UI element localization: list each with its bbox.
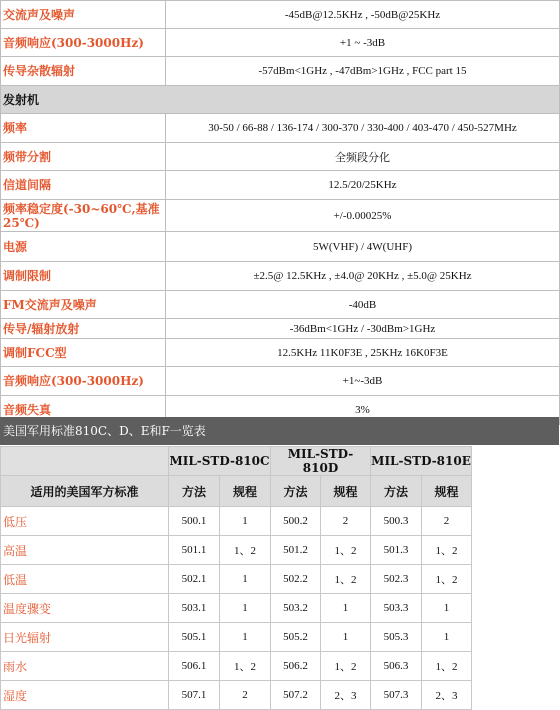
spec-label: 调制限制 (1, 262, 166, 291)
mil-std-section-title: 美国军用标准810C、D、E和F一览表 (0, 417, 559, 445)
procedure-header: 规程 (220, 476, 271, 507)
procedure-810d: 2 (321, 507, 371, 536)
spec-value: 12.5KHz 11K0F3E , 25KHz 16K0F3E (166, 339, 560, 367)
procedure-810e: 2 (422, 507, 472, 536)
spec-label: 频带分割 (1, 143, 166, 171)
procedure-header: 规程 (422, 476, 472, 507)
spec-row (1, 171, 560, 200)
spec-label: FM交流声及噪声 (1, 291, 166, 319)
table-row (1, 507, 472, 536)
method-810e: 502.3 (371, 565, 422, 594)
procedure-810e: 1 (422, 594, 472, 623)
procedure-header: 规程 (321, 476, 371, 507)
method-810d: 502.2 (271, 565, 321, 594)
method-header: 方法 (271, 476, 321, 507)
method-810c: 502.1 (169, 565, 220, 594)
spec-value: 5W(VHF) / 4W(UHF) (166, 232, 560, 262)
spec-label: 传导杂散辐射 (1, 57, 166, 86)
transmitter-section-title: 发射机 (1, 86, 560, 114)
procedure-810d: 1 (321, 623, 371, 652)
procedure-810d: 2、3 (321, 681, 371, 710)
method-810c: 507.1 (169, 681, 220, 710)
spec-value: 全频段分化 (166, 143, 560, 171)
spec-label: 频率稳定度(-30~60℃,基准25℃) (1, 200, 166, 232)
spec-label: 电源 (1, 232, 166, 262)
method-810c: 506.1 (169, 652, 220, 681)
spec-label: 传导/辐射放射 (1, 319, 166, 339)
test-name: 湿度 (1, 681, 169, 710)
spec-row (1, 57, 560, 86)
method-810c: 500.1 (169, 507, 220, 536)
method-810c: 505.1 (169, 623, 220, 652)
table-row (1, 623, 472, 652)
method-810e: 501.3 (371, 536, 422, 565)
test-name: 高温 (1, 536, 169, 565)
procedure-810e: 1、2 (422, 652, 472, 681)
procedure-810d: 1 (321, 594, 371, 623)
test-name: 低温 (1, 565, 169, 594)
spec-value: -40dB (166, 291, 560, 319)
table-row (1, 594, 472, 623)
procedure-810e: 2、3 (422, 681, 472, 710)
sub-header-row (1, 476, 472, 507)
table-row (1, 536, 472, 565)
spec-label: 信道间隔 (1, 171, 166, 200)
spec-value: 30-50 / 66-88 / 136-174 / 300-370 / 330-400 / 403-470 / 450-527MHz (166, 114, 560, 143)
section-header-row (1, 86, 560, 114)
spec-row (1, 200, 560, 232)
spec-row (1, 339, 560, 367)
spec-value: ±2.5@ 12.5KHz , ±4.0@ 20KHz , ±5.0@ 25KHz (166, 262, 560, 291)
spec-label: 交流声及噪声 (1, 1, 166, 29)
procedure-810d: 1、2 (321, 652, 371, 681)
spec-value: -36dBm<1GHz / -30dBm>1GHz (166, 319, 560, 339)
method-810e: 507.3 (371, 681, 422, 710)
mil-std-rows (1, 507, 472, 710)
procedure-810c: 1 (220, 565, 271, 594)
procedure-810c: 2 (220, 681, 271, 710)
method-810d: 503.2 (271, 594, 321, 623)
spec-row (1, 114, 560, 143)
procedure-810e: 1、2 (422, 565, 472, 594)
spec-value: +1~-3dB (166, 367, 560, 396)
procedure-810d: 1、2 (321, 565, 371, 594)
spec-row (1, 262, 560, 291)
method-810e: 503.3 (371, 594, 422, 623)
spec-row (1, 291, 560, 319)
test-name: 雨水 (1, 652, 169, 681)
spec-value: -45dB@12.5KHz , -50dB@25KHz (166, 1, 560, 29)
table-row (1, 681, 472, 710)
table-row (1, 565, 472, 594)
spec-label: 音频响应(300-3000Hz) (1, 29, 166, 57)
procedure-810e: 1 (422, 623, 472, 652)
spec-label: 音频响应(300-3000Hz) (1, 367, 166, 396)
method-810d: 507.2 (271, 681, 321, 710)
spec-row (1, 29, 560, 57)
procedure-810c: 1 (220, 594, 271, 623)
method-header: 方法 (371, 476, 422, 507)
procedure-810c: 1、2 (220, 536, 271, 565)
spec-row (1, 143, 560, 171)
table-row (1, 652, 472, 681)
spec-row (1, 232, 560, 262)
spec-row (1, 367, 560, 396)
method-810e: 505.3 (371, 623, 422, 652)
method-810c: 503.1 (169, 594, 220, 623)
test-name: 日光辐射 (1, 623, 169, 652)
procedure-810c: 1 (220, 623, 271, 652)
blank-cell (1, 447, 169, 476)
spec-value: 3% (166, 396, 560, 425)
spec-value: -57dBm<1GHz , -47dBm>1GHz , FCC part 15 (166, 57, 560, 86)
procedure-810c: 1 (220, 507, 271, 536)
method-header: 方法 (169, 476, 220, 507)
standard-header-row (1, 447, 472, 476)
spec-label: 音频失真 (1, 396, 166, 425)
procedure-810c: 1、2 (220, 652, 271, 681)
method-810e: 506.3 (371, 652, 422, 681)
method-810d: 501.2 (271, 536, 321, 565)
spec-value: +1 ~ -3dB (166, 29, 560, 57)
spec-value: +/-0.00025% (166, 200, 560, 232)
method-810d: 506.2 (271, 652, 321, 681)
procedure-810e: 1、2 (422, 536, 472, 565)
spec-row (1, 319, 560, 339)
spec-label: 调制FCC型 (1, 339, 166, 367)
method-810d: 505.2 (271, 623, 321, 652)
spec-value: 12.5/20/25KHz (166, 171, 560, 200)
test-name: 低压 (1, 507, 169, 536)
method-810d: 500.2 (271, 507, 321, 536)
row-header: 适用的美国军方标准 (1, 476, 169, 507)
standard-810c: MIL-STD-810C (169, 447, 271, 476)
test-name: 温度骤变 (1, 594, 169, 623)
spec-row (1, 1, 560, 29)
method-810e: 500.3 (371, 507, 422, 536)
method-810c: 501.1 (169, 536, 220, 565)
standard-810e: MIL-STD-810E (371, 447, 472, 476)
standard-810d: MIL-STD-810D (271, 447, 371, 476)
spec-label: 频率 (1, 114, 166, 143)
procedure-810d: 1、2 (321, 536, 371, 565)
mil-std-table (0, 446, 472, 710)
